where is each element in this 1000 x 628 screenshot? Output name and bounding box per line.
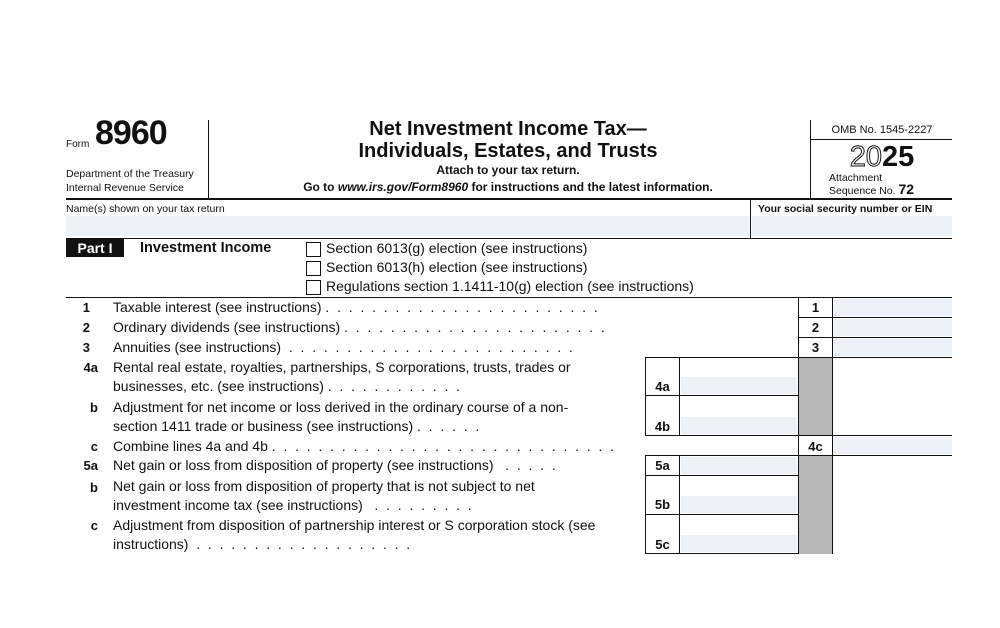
line-1-number: 1	[82, 300, 90, 315]
department-text: Department of the Treasury	[66, 168, 194, 180]
attach-instruction: Attach to your tax return.	[436, 163, 580, 177]
election-6013h-label: Section 6013(h) election (see instructions)	[326, 259, 588, 275]
tax-year-suffix: 25	[882, 141, 915, 173]
line-2-amount[interactable]	[834, 319, 952, 336]
line-3-amount[interactable]	[834, 339, 952, 356]
line-3-label: Annuities (see instructions)	[113, 339, 282, 355]
line-5b-text2: investment income tax (see instructions) . . . . . . . . .	[113, 497, 472, 513]
goto-prefix: Go to	[303, 180, 338, 194]
election-regulations-label: Regulations section 1.1411-10(g) election (see instructions)	[326, 278, 694, 294]
line-4b-number: b	[90, 400, 98, 415]
line-5b-number: b	[90, 480, 98, 495]
line-2-label: Ordinary dividends (see instructions)	[113, 319, 341, 335]
line-4c-amount[interactable]	[834, 437, 952, 454]
line-2-number: 2	[82, 320, 90, 335]
tax-year	[812, 140, 952, 174]
line-4a-text1: Rental real estate, royalties, partnerships, S corporations, trusts, trades or	[113, 359, 571, 375]
line-4b-amount[interactable]	[681, 417, 797, 434]
line-5a-label: Net gain or loss from disposition of property (see instructions)	[113, 457, 494, 473]
line-5a-text: Net gain or loss from disposition of property (see instructions) . . . . .	[113, 457, 556, 473]
election-regulations-checkbox[interactable]	[306, 280, 321, 295]
line-5c-text1: Adjustment from disposition of partnership interest or S corporation stock (see	[113, 517, 596, 533]
line-5b-text1: Net gain or loss from disposition of property that is not subject to net	[113, 478, 535, 494]
shaded-area-5	[799, 455, 832, 554]
ssn-label: Your social security number or EIN	[758, 203, 933, 215]
election-6013h-checkbox[interactable]	[306, 261, 321, 276]
form-label: Form	[66, 139, 90, 150]
line-5c-amount[interactable]	[681, 535, 797, 552]
form-number: 8960	[95, 114, 167, 152]
service-text: Internal Revenue Service	[66, 182, 184, 194]
name-label: Name(s) shown on your tax return	[66, 203, 225, 215]
sequence-number: 72	[898, 181, 915, 197]
shaded-area-4	[799, 357, 832, 435]
line-5b-label: investment income tax (see instructions)	[113, 497, 363, 513]
line-5a-number: 5a	[83, 458, 98, 473]
goto-instruction	[208, 180, 808, 194]
line-4a-box: 4a	[655, 379, 670, 394]
name-field[interactable]	[66, 216, 749, 236]
attachment-label: Attachment	[829, 172, 883, 184]
line-4c-text: Combine lines 4a and 4b . . . . . . . . . . . . . . . . . . . . . . . . . . . . . .	[113, 438, 615, 454]
part1-badge: Part I	[66, 239, 124, 257]
line-4b-text1: Adjustment for net income or loss derived in the ordinary course of a non-	[113, 399, 569, 415]
line-4a-label: businesses, etc. (see instructions)	[113, 378, 324, 394]
line-4a-amount[interactable]	[681, 377, 797, 394]
ssn-field[interactable]	[752, 216, 952, 236]
line-4a-number: 4a	[83, 360, 98, 375]
line-5b-box: 5b	[654, 497, 671, 512]
election-6013g-label: Section 6013(g) election (see instructions)	[326, 240, 588, 256]
line-3-box: 3	[811, 340, 820, 355]
line-5c-text2: instructions) . . . . . . . . . . . . . . . . . . .	[113, 536, 411, 552]
line-5c-number: c	[90, 518, 98, 533]
line-4b-label: section 1411 trade or business (see instructions)	[113, 418, 414, 434]
sequence-label: Sequence No.	[829, 185, 896, 197]
line-4c-box: 4c	[808, 439, 823, 454]
form-title-line1: Net Investment Income Tax—	[369, 118, 647, 140]
line-4a-text2: businesses, etc. (see instructions) . . . . . . . . . . . .	[113, 378, 461, 394]
line-5c-box: 5c	[655, 537, 670, 552]
line-3-text: Annuities (see instructions) . . . . . . . . . . . . . . . . . . . . . . . . .	[113, 339, 573, 355]
goto-suffix: for instructions and the latest information.	[468, 180, 713, 194]
line-5a-amount[interactable]	[681, 457, 797, 474]
line-4b-text2: section 1411 trade or business (see instructions) . . . . . .	[113, 418, 480, 434]
line-4b-box: 4b	[654, 419, 671, 434]
line-1-amount[interactable]	[834, 299, 952, 316]
line-5a-box: 5a	[655, 458, 670, 473]
line-1-box: 1	[811, 300, 820, 315]
omb-number: OMB No. 1545-2227	[831, 124, 933, 136]
election-6013g-checkbox[interactable]	[306, 242, 321, 257]
line-3-number: 3	[82, 340, 90, 355]
line-4c-label: Combine lines 4a and 4b	[113, 438, 268, 454]
tax-year-prefix: 20	[849, 141, 882, 173]
part1-title: Investment Income	[140, 240, 272, 256]
line-1-label: Taxable interest (see instructions)	[113, 299, 322, 315]
goto-url[interactable]: www.irs.gov/Form8960	[337, 180, 469, 194]
line-2-text: Ordinary dividends (see instructions) . . . . . . . . . . . . . . . . . . . . . . .	[113, 319, 605, 335]
form-title-line2: Individuals, Estates, and Trusts	[358, 140, 658, 162]
line-4c-number: c	[90, 439, 98, 454]
line-1-text: Taxable interest (see instructions) . . . . . . . . . . . . . . . . . . . . . . . .	[113, 299, 598, 315]
line-5b-amount[interactable]	[681, 496, 797, 513]
sequence	[829, 183, 914, 197]
line-2-box: 2	[811, 320, 820, 335]
line-5c-label: instructions)	[113, 536, 189, 552]
